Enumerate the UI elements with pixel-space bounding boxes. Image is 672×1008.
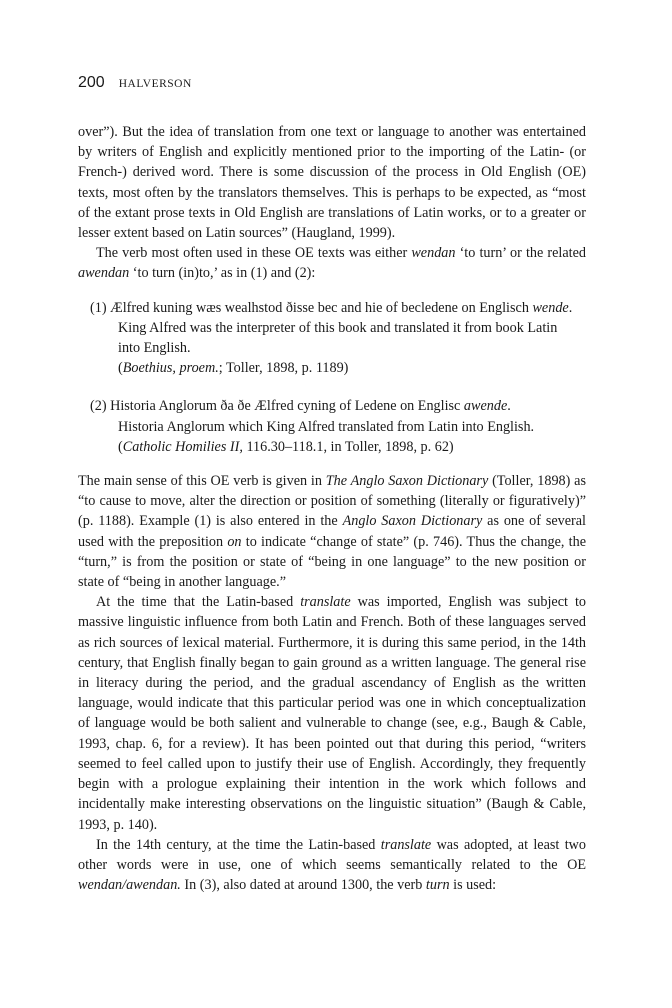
body-paragraph xyxy=(78,592,586,834)
body-paragraph xyxy=(78,243,586,283)
italic-text: wendan xyxy=(411,245,456,262)
text-run: The main sense of this OE verb is given in xyxy=(78,473,326,490)
italic-text: wendan/awendan. xyxy=(78,877,181,894)
italic-text: translate xyxy=(380,836,432,853)
text-run: ( xyxy=(118,438,123,455)
text-run: 116.30–118.1, in Toller, 1898, p. 62) xyxy=(242,438,454,455)
text-run: ( xyxy=(118,360,123,377)
page-number: 200 xyxy=(78,74,105,91)
example-oe-text xyxy=(90,298,578,318)
page xyxy=(78,74,586,895)
example-oe-text xyxy=(90,396,578,416)
italic-text: Anglo Saxon Dictionary xyxy=(342,513,483,530)
paragraph-group-before xyxy=(78,122,586,284)
text-run: is used: xyxy=(449,877,497,894)
text-run: to indicate “change of state” (p. 746). Thus the change, the “turn,” is from the position or state of “being in one language” to the new position or state of “being in another language.” xyxy=(78,533,586,591)
text-run: was imported, English was subject to massive linguistic influence from both Latin and French. Both of these languages served as rich sources of lexical material. Furthermore, it is during this same period, in the 14th century, that English finally began to gain ground as a written language. The general rise in literacy during the period, and the gradual ascendancy of English as the written language, would indicate that this particular period was one in which conceptualization of language would be both salient and vulnerable to change (see, e.g., Baugh & Cable, 1993, chap. 6, for a review). It has been pointed out that during this period, “writers seemed to feel called upon to justify their use of English. Accordingly, they frequently begin with a prologue explaining their intention in the work which follows and incidentally make interesting observations on the linguistic situation” (Baugh & Cable, 1993, p. 140). xyxy=(78,594,586,833)
italic-text: wende xyxy=(532,299,569,316)
text-run: ‘to turn (in)to,’ as in (1) and (2): xyxy=(129,265,316,282)
paragraph-group-after xyxy=(78,471,586,895)
italic-text: Catholic Homilies II, xyxy=(122,438,243,455)
example-2 xyxy=(90,396,570,457)
text-run: ‘to turn’ or the related xyxy=(455,245,586,262)
running-head-author: HALVERSON xyxy=(118,78,192,90)
body-text xyxy=(78,122,586,895)
example-source xyxy=(90,358,578,378)
body-paragraph xyxy=(78,835,586,896)
example-source xyxy=(90,437,578,457)
text-run: ; Toller, 1898, p. 1189) xyxy=(218,360,349,377)
example-1 xyxy=(90,298,573,379)
text-run: as one of several used with the preposition xyxy=(78,513,586,550)
text-run: (1) Ælfred kuning wæs wealhstod ðisse bec and hie of becledene on Englisch xyxy=(90,299,533,316)
italic-text: The Anglo Saxon Dictionary xyxy=(325,473,489,490)
italic-text: on xyxy=(227,533,242,550)
text-run: In (3), also dated at around 1300, the verb xyxy=(180,877,426,894)
body-paragraph xyxy=(78,471,586,592)
italic-text: turn xyxy=(425,877,450,894)
text-run: over”). But the idea of translation from one text or language to another was entertained by writers of English and explicitly mentioned prior to the importing of the Latin- (or French-) derived word. There is some discussion of the process in Old English (OE) texts, most often by the translators themselves. This is perhaps to be expected, as “most of the extant prose texts in Old English are translations of Latin works, or to a greater or lesser extent based on Latin sources” (Haugland, 1999). xyxy=(78,124,586,242)
text-run: . xyxy=(507,398,511,415)
italic-text: awendan xyxy=(78,265,130,282)
text-run: (Toller, 1898) as “to cause to move, alter the direction or position of something (literally or figuratively)” (p. 1188). Example (1) is also entered in the xyxy=(78,473,586,530)
text-run: . xyxy=(568,299,573,316)
text-run: was adopted, at least two other words were in use, one of which seems semantically related to the OE xyxy=(78,836,586,873)
text-run: The verb most often used in these OE texts was either xyxy=(96,245,412,262)
text-run: In the 14th century, at the time the Latin-based xyxy=(96,836,381,853)
text-run: At the time that the Latin-based xyxy=(96,594,301,611)
italic-text: awende xyxy=(463,398,508,415)
body-paragraph xyxy=(78,122,586,243)
example-translation: King Alfred was the interpreter of this book and translated it from book Latin into English. xyxy=(118,319,558,357)
example-block xyxy=(90,298,573,457)
italic-text: Boethius, proem. xyxy=(122,360,219,377)
running-head xyxy=(78,74,586,98)
example-translation: Historia Anglorum which King Alfred translated from Latin into English. xyxy=(118,418,535,435)
text-run: (2) Historia Anglorum ða ðe Ælfred cyning of Ledene on Englisc xyxy=(90,398,464,415)
italic-text: translate xyxy=(300,594,351,611)
